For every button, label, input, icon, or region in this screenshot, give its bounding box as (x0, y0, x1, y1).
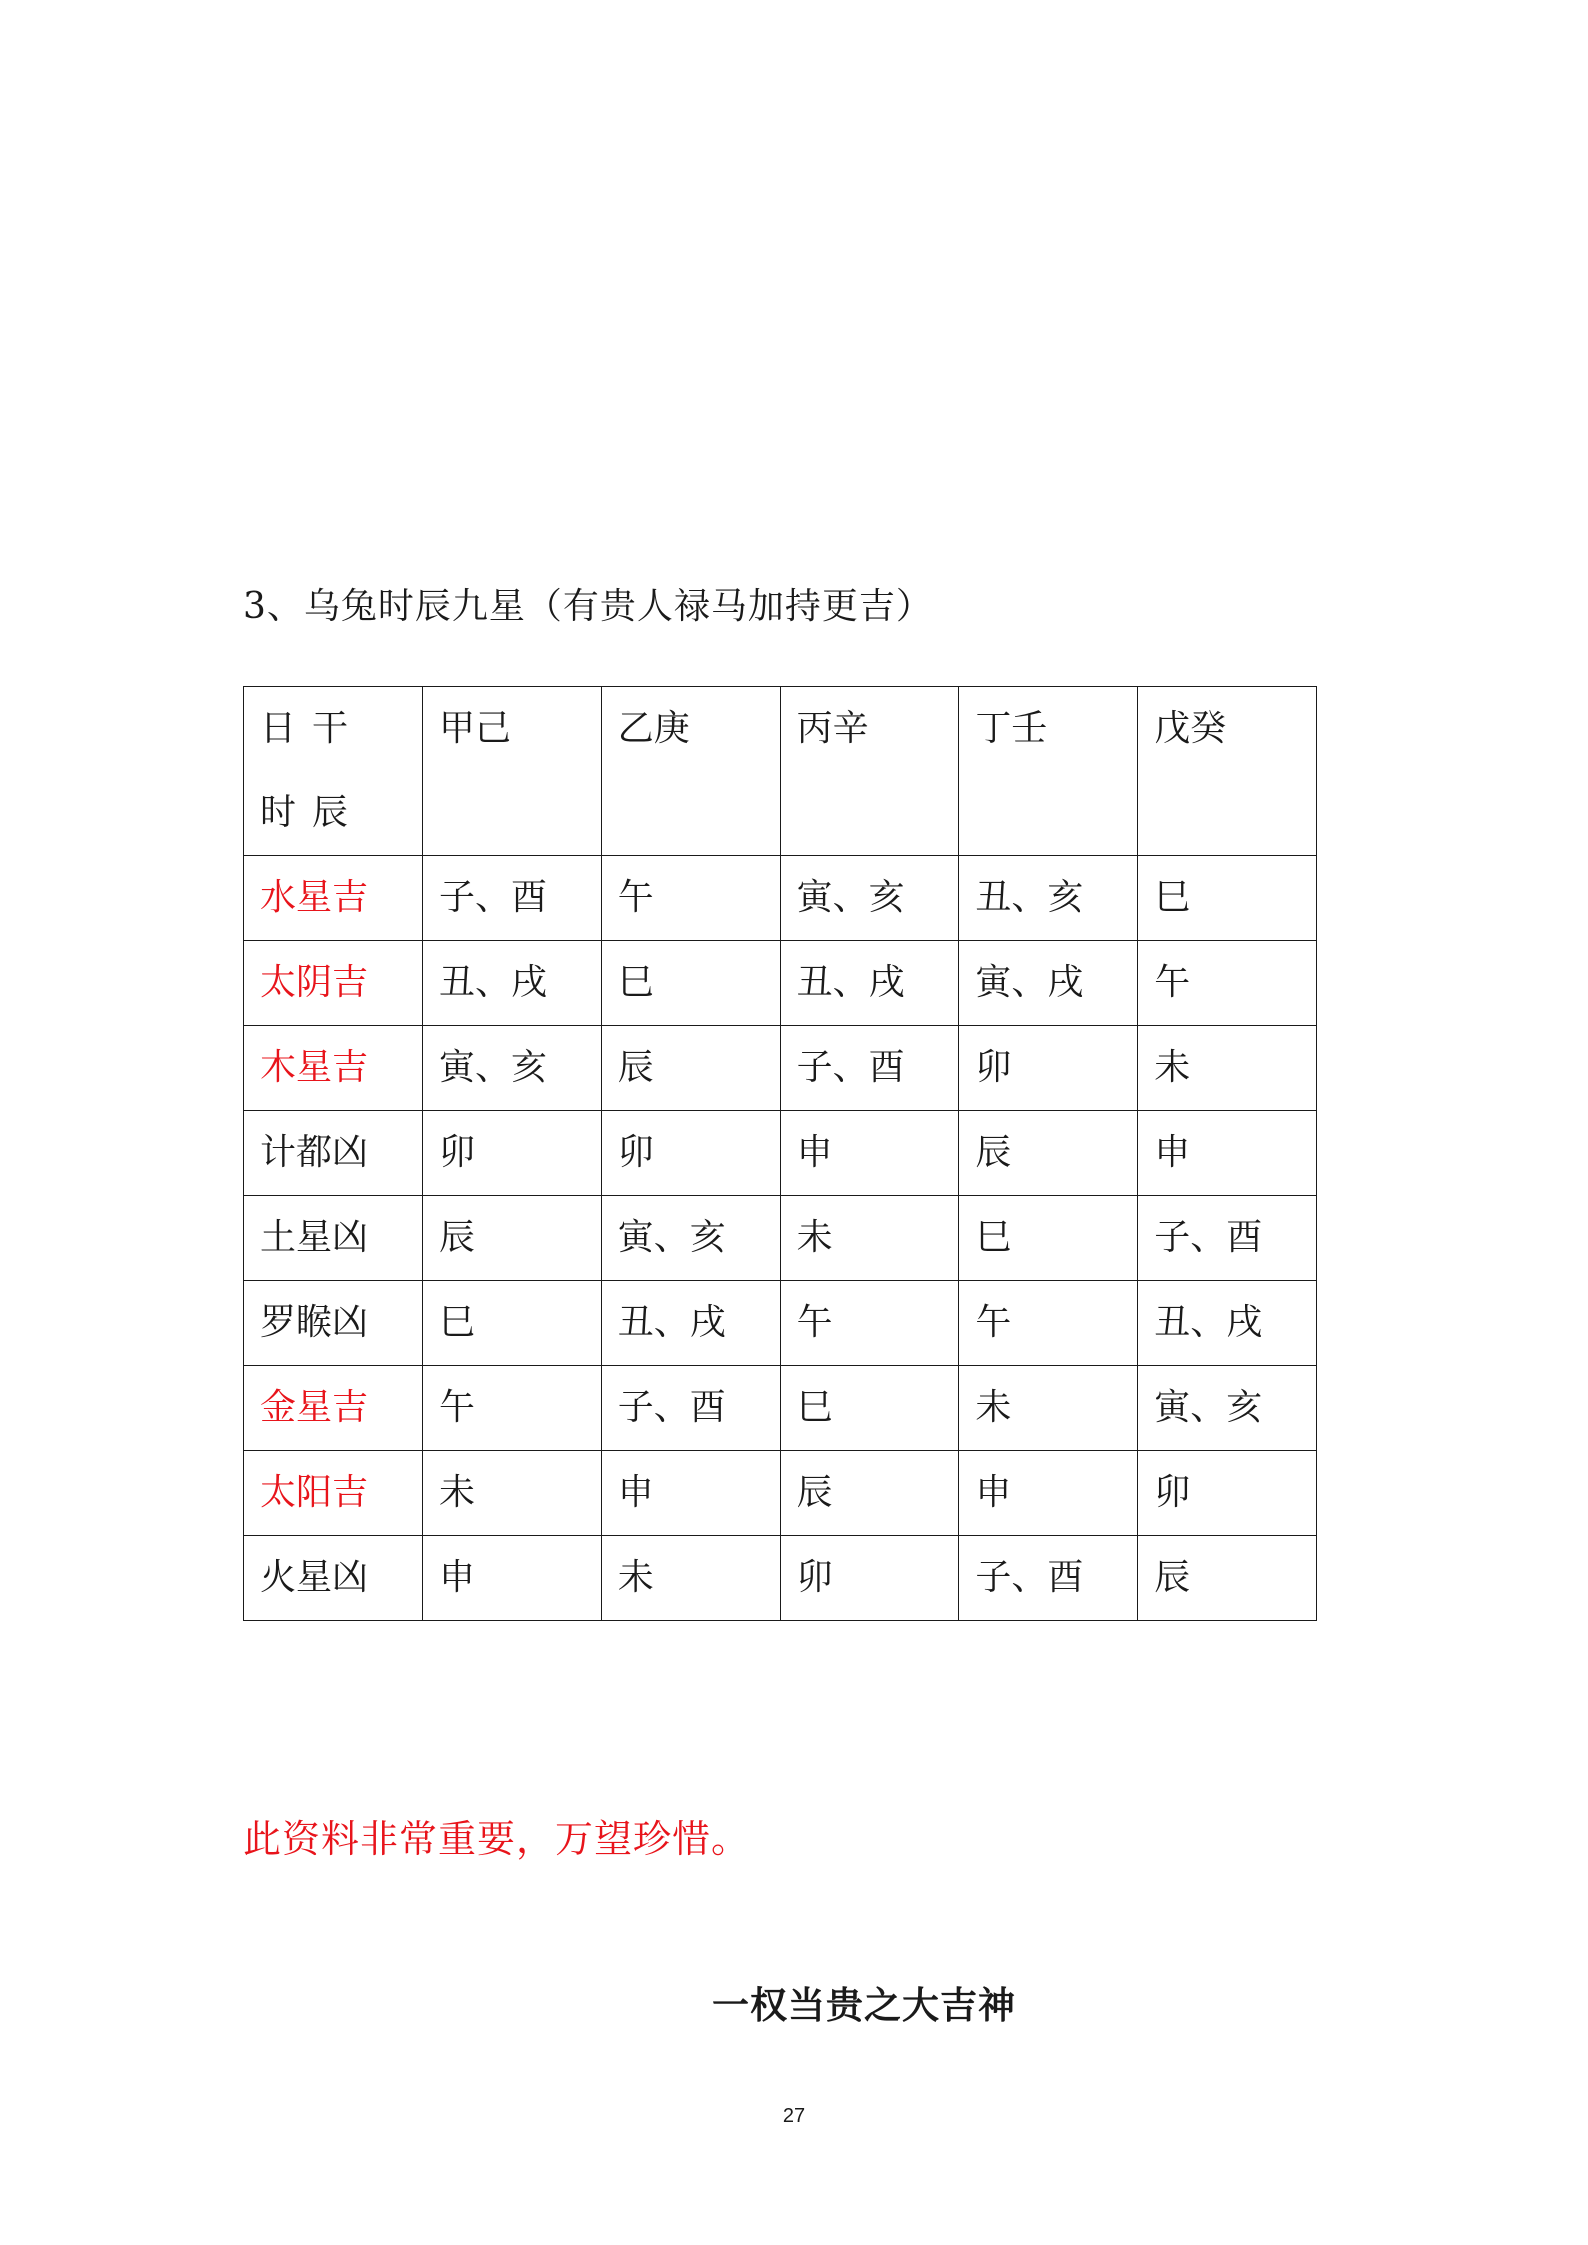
star-name-cell: 金星吉 (244, 1366, 423, 1451)
hour-cell: 丑、亥 (959, 856, 1138, 941)
next-section-title: 一权当贵之大吉神 (712, 1983, 1016, 2027)
header-label: 日干时辰 (260, 708, 365, 833)
star-name-cell: 计都凶 (244, 1111, 423, 1196)
hour-cell: 辰 (780, 1451, 959, 1536)
hour-cell: 寅、亥 (1138, 1366, 1317, 1451)
hour-cell: 巳 (780, 1366, 959, 1451)
star-name-cell: 罗睺凶 (244, 1281, 423, 1366)
header-column-5: 戊癸 (1138, 687, 1317, 856)
hour-cell: 午 (601, 856, 780, 941)
hour-cell: 午 (423, 1366, 602, 1451)
hour-cell: 卯 (601, 1111, 780, 1196)
hour-cell: 辰 (601, 1026, 780, 1111)
hour-cell: 申 (601, 1451, 780, 1536)
header-column-4: 丁壬 (959, 687, 1138, 856)
hour-cell: 巳 (959, 1196, 1138, 1281)
hour-cell: 辰 (1138, 1536, 1317, 1621)
hour-cell: 卯 (1138, 1451, 1317, 1536)
hour-cell: 午 (780, 1281, 959, 1366)
hour-cell: 子、酉 (423, 856, 602, 941)
table-header-row (244, 687, 1317, 856)
header-column-1: 甲己 (423, 687, 602, 856)
hour-cell: 申 (959, 1451, 1138, 1536)
hour-cell: 午 (1138, 941, 1317, 1026)
hour-cell: 午 (959, 1281, 1138, 1366)
table-row (244, 1026, 1317, 1111)
hour-cell: 卯 (959, 1026, 1138, 1111)
hour-cell: 未 (780, 1196, 959, 1281)
star-name-cell: 火星凶 (244, 1536, 423, 1621)
hour-cell: 丑、戌 (423, 941, 602, 1026)
table-row (244, 1366, 1317, 1451)
page-number: 27 (782, 2105, 806, 2127)
table-row (244, 1536, 1317, 1621)
hour-cell: 巳 (601, 941, 780, 1026)
hour-cell: 辰 (423, 1196, 602, 1281)
table-row (244, 1451, 1317, 1536)
hour-cell: 子、酉 (959, 1536, 1138, 1621)
hour-cell: 申 (780, 1111, 959, 1196)
table-row (244, 1196, 1317, 1281)
section-heading: 3、乌兔时辰九星（有贵人禄马加持更吉） (243, 586, 933, 627)
star-name-cell: 太阴吉 (244, 941, 423, 1026)
star-name-cell: 木星吉 (244, 1026, 423, 1111)
header-column-2: 乙庚 (601, 687, 780, 856)
hour-cell: 巳 (1138, 856, 1317, 941)
hour-cell: 未 (1138, 1026, 1317, 1111)
header-label-cell (244, 687, 423, 856)
hour-cell: 未 (601, 1536, 780, 1621)
hour-cell: 辰 (959, 1111, 1138, 1196)
hour-cell: 丑、戌 (601, 1281, 780, 1366)
hour-cell: 子、酉 (1138, 1196, 1317, 1281)
hour-cell: 未 (423, 1451, 602, 1536)
hour-cell: 丑、戌 (780, 941, 959, 1026)
hour-cell: 寅、亥 (601, 1196, 780, 1281)
hour-cell: 卯 (423, 1111, 602, 1196)
hour-cell: 寅、亥 (423, 1026, 602, 1111)
important-notice: 此资料非常重要，万望珍惜。 (243, 1817, 751, 1861)
star-name-cell: 土星凶 (244, 1196, 423, 1281)
hour-cell: 巳 (423, 1281, 602, 1366)
header-column-3: 丙辛 (780, 687, 959, 856)
table-row (244, 941, 1317, 1026)
hour-cell: 子、酉 (780, 1026, 959, 1111)
hour-cell: 寅、戌 (959, 941, 1138, 1026)
table-row (244, 856, 1317, 941)
star-name-cell: 水星吉 (244, 856, 423, 941)
table-row (244, 1111, 1317, 1196)
hour-cell: 申 (423, 1536, 602, 1621)
hour-cell: 申 (1138, 1111, 1317, 1196)
hour-cell: 未 (959, 1366, 1138, 1451)
hour-cell: 丑、戌 (1138, 1281, 1317, 1366)
nine-stars-table (243, 686, 1317, 1621)
hour-cell: 寅、亥 (780, 856, 959, 941)
star-name-cell: 太阳吉 (244, 1451, 423, 1536)
table-row (244, 1281, 1317, 1366)
hour-cell: 卯 (780, 1536, 959, 1621)
hour-cell: 子、酉 (601, 1366, 780, 1451)
